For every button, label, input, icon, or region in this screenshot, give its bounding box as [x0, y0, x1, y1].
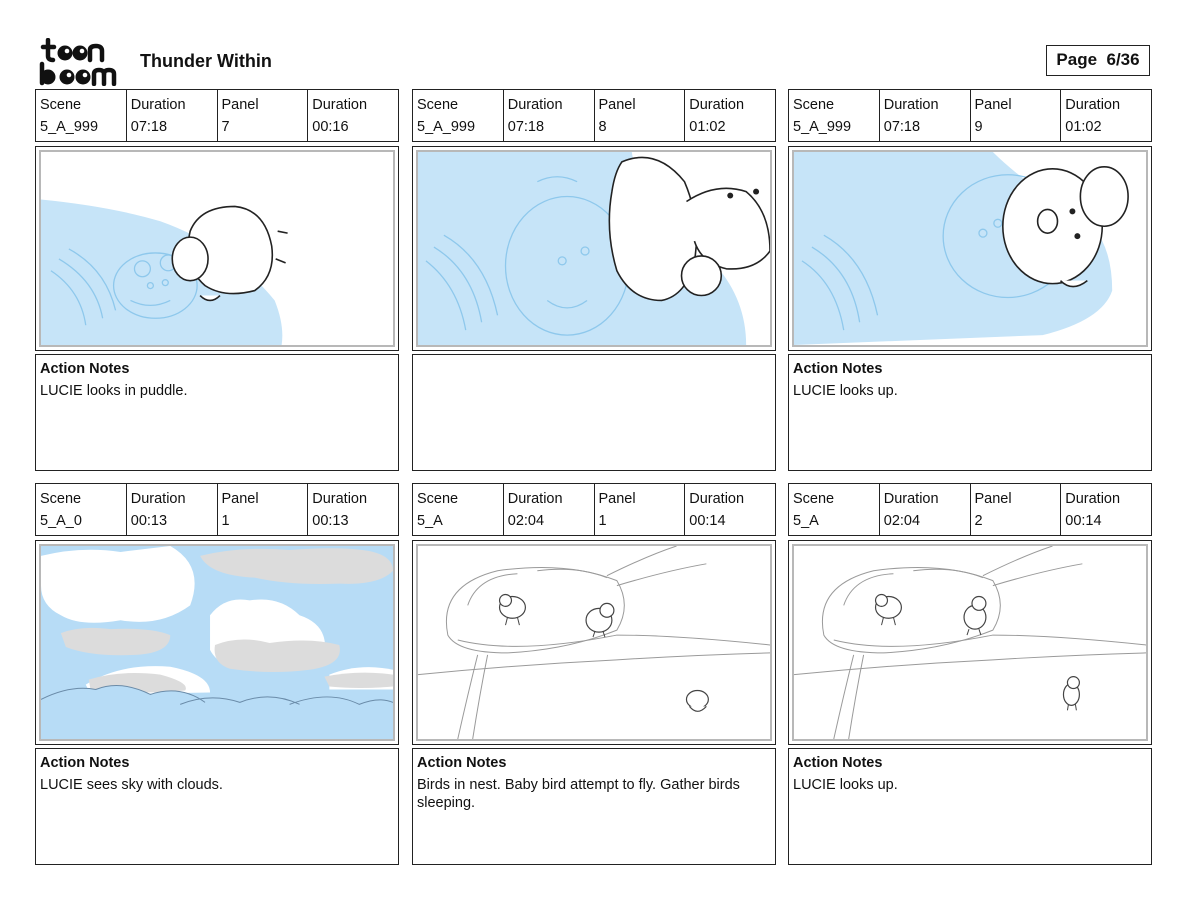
- action-notes-heading: Action Notes: [417, 755, 507, 771]
- scene-duration-value: 07:18: [883, 119, 921, 135]
- panel-info-table: [788, 483, 1152, 536]
- panel-info-table: [412, 89, 776, 142]
- duration-label: Duration: [507, 491, 563, 507]
- page-label: Page: [1056, 50, 1098, 69]
- panel-number-value: 8: [598, 119, 607, 135]
- scene-duration-cell: [127, 484, 218, 535]
- panel-image-frame: [35, 540, 399, 745]
- duration-label: Duration: [130, 97, 186, 113]
- panel-cell: [218, 484, 309, 535]
- page-number: 6/36: [1106, 50, 1140, 69]
- action-notes-text: LUCIE looks in puddle.: [40, 383, 188, 399]
- panel-duration-value: 01:02: [1065, 119, 1102, 135]
- panel-duration-cell: [1061, 90, 1151, 141]
- panel-label: Panel: [598, 97, 636, 113]
- duration-label: Duration: [689, 97, 745, 113]
- scene-duration-cell: [880, 90, 971, 141]
- action-notes-text: Birds in nest. Baby bird attempt to fly. Gather birds sleeping.: [417, 777, 740, 811]
- looking-up-drawing: [794, 152, 1146, 345]
- scene-cell: [789, 484, 880, 535]
- action-notes-box: [412, 748, 776, 865]
- toon-boom-logo: [38, 38, 124, 86]
- duration-label: Duration: [507, 97, 563, 113]
- scene-label: Scene: [793, 97, 835, 113]
- action-notes-heading: Action Notes: [793, 755, 883, 771]
- scene-label: Scene: [417, 491, 459, 507]
- panel-image-frame: [412, 540, 776, 745]
- action-notes-text: LUCIE sees sky with clouds.: [40, 777, 223, 793]
- action-notes-box: [35, 354, 399, 471]
- panel-cell: [595, 484, 686, 535]
- panel-image-frame: [35, 146, 399, 351]
- panel-image-frame: [412, 146, 776, 351]
- birds-in-nest-sketch: [418, 546, 770, 739]
- panel-number-value: 9: [974, 119, 983, 135]
- page-indicator: [1046, 45, 1150, 76]
- scene-duration-cell: [127, 90, 218, 141]
- scene-value: 5_A: [793, 513, 819, 529]
- panel-cell: [971, 90, 1062, 141]
- panel-duration-value: 01:02: [689, 119, 726, 135]
- storyboard-title: Thunder Within: [140, 51, 272, 71]
- scene-cell: [413, 90, 504, 141]
- duration-label: Duration: [883, 97, 939, 113]
- panel-label: Panel: [221, 491, 259, 507]
- action-notes-heading: Action Notes: [40, 755, 130, 771]
- panel-duration-cell: [308, 90, 398, 141]
- panel-info-table: [412, 483, 776, 536]
- scene-cell: [36, 484, 127, 535]
- action-notes-box: [788, 354, 1152, 471]
- duration-label: Duration: [1065, 97, 1121, 113]
- action-notes-box: [412, 354, 776, 471]
- scene-label: Scene: [417, 97, 459, 113]
- scene-label: Scene: [40, 97, 82, 113]
- puddle-reflection-drawing: [41, 152, 393, 345]
- panel-cell: [595, 90, 686, 141]
- action-notes-box: [35, 748, 399, 865]
- duration-label: Duration: [1065, 491, 1121, 507]
- panel-number-value: 1: [598, 513, 607, 529]
- birds-nest-looking-up-sketch: [794, 546, 1146, 739]
- panel-number-value: 2: [974, 513, 983, 529]
- panel-image-frame: [788, 146, 1152, 351]
- scene-duration-value: 07:18: [130, 119, 168, 135]
- panel-duration-cell: [308, 484, 398, 535]
- scene-value: 5_A_999: [793, 119, 852, 135]
- scene-label: Scene: [793, 491, 835, 507]
- panel-number-value: 7: [221, 119, 230, 135]
- action-notes-text: LUCIE looks up.: [793, 777, 898, 793]
- scene-value: 5_A_999: [40, 119, 99, 135]
- panel-info-table: [788, 89, 1152, 142]
- scene-duration-cell: [880, 484, 971, 535]
- panel-number-value: 1: [221, 513, 230, 529]
- scene-cell: [413, 484, 504, 535]
- scene-value: 5_A: [417, 513, 443, 529]
- scene-label: Scene: [40, 491, 82, 507]
- scene-duration-value: 02:04: [507, 513, 545, 529]
- action-notes-text: LUCIE looks up.: [793, 383, 898, 399]
- duration-label: Duration: [689, 491, 745, 507]
- panel-info-table: [35, 483, 399, 536]
- panel-duration-value: 00:14: [1065, 513, 1102, 529]
- panel-label: Panel: [598, 491, 636, 507]
- scene-duration-cell: [504, 484, 595, 535]
- panel-label: Panel: [974, 97, 1012, 113]
- panel-info-table: [35, 89, 399, 142]
- action-notes-box: [788, 748, 1152, 865]
- scene-value: 5_A_999: [417, 119, 476, 135]
- panel-cell: [971, 484, 1062, 535]
- scene-duration-cell: [504, 90, 595, 141]
- scene-duration-value: 07:18: [507, 119, 545, 135]
- scene-cell: [789, 90, 880, 141]
- panel-label: Panel: [221, 97, 259, 113]
- duration-label: Duration: [312, 97, 368, 113]
- close-up-reflection-drawing: [418, 152, 770, 345]
- panel-duration-cell: [685, 90, 775, 141]
- scene-value: 5_A_0: [40, 513, 82, 529]
- scene-cell: [36, 90, 127, 141]
- scene-duration-value: 00:13: [130, 513, 168, 529]
- panel-cell: [218, 90, 309, 141]
- action-notes-heading: Action Notes: [40, 361, 130, 377]
- panel-duration-value: 00:14: [689, 513, 726, 529]
- duration-label: Duration: [883, 491, 939, 507]
- duration-label: Duration: [312, 491, 368, 507]
- scene-duration-value: 02:04: [883, 513, 921, 529]
- action-notes-heading: Action Notes: [793, 361, 883, 377]
- panel-duration-cell: [685, 484, 775, 535]
- panel-duration-value: 00:16: [312, 119, 349, 135]
- panel-duration-value: 00:13: [312, 513, 349, 529]
- sky-with-clouds-drawing: [41, 546, 393, 739]
- duration-label: Duration: [130, 491, 186, 507]
- panel-label: Panel: [974, 491, 1012, 507]
- panel-duration-cell: [1061, 484, 1151, 535]
- panel-image-frame: [788, 540, 1152, 745]
